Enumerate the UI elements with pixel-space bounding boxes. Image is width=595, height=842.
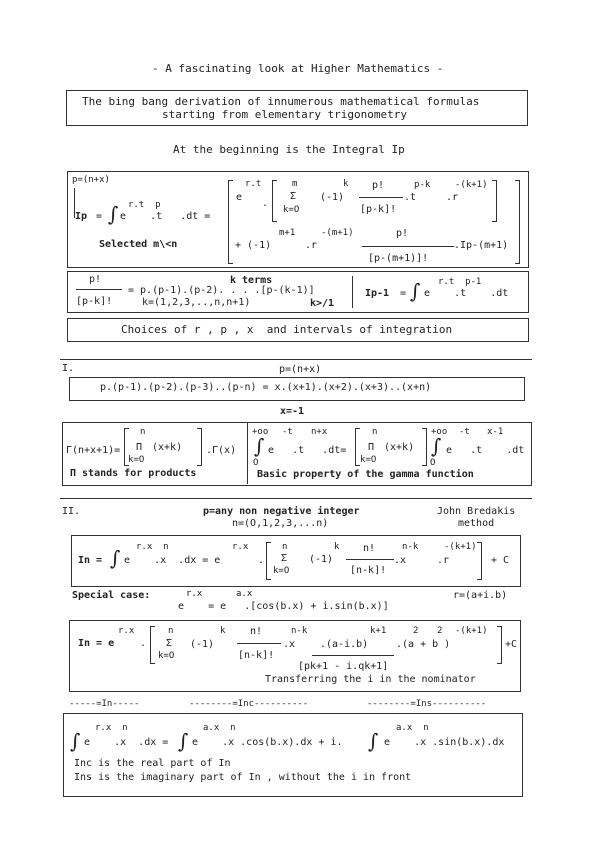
exp2-minus-t: -t: [459, 427, 470, 437]
transfer-note: Transferring the i in the nominator: [265, 674, 476, 685]
in-separator: -----=In-----: [69, 699, 140, 709]
in-n-factorial: n!: [363, 543, 376, 554]
inc-n-factorial: n!: [250, 626, 263, 637]
special-case-eq: e = e .[cos(b.x) + i.sin(b.x)]: [178, 601, 389, 612]
section-1-label: I.: [62, 363, 75, 374]
t-term: .t: [404, 192, 417, 203]
in-dot: .: [258, 555, 265, 566]
kt-k-ge: k>/1: [310, 298, 335, 309]
ip-p-definition: p=(n+x): [72, 175, 110, 185]
exp-x-1: x-1: [487, 427, 504, 437]
inc-2b-exponent: 2: [437, 626, 443, 636]
sc-ax-exponent: a.x: [236, 589, 253, 599]
inc-ab2-term: .(a + b ): [396, 639, 451, 650]
pm1-factorial: [p-(m+1)]!: [368, 253, 429, 264]
pi-icon: Π: [136, 442, 143, 453]
pi-icon-2: Π: [368, 442, 375, 453]
last-integrand-1: e .x .dx =: [84, 737, 169, 748]
s1-p-eq: p=(n+x): [279, 364, 322, 375]
r-complex-eq: r=(a+i.b): [453, 590, 508, 601]
kt-p-factorial: p!: [89, 274, 102, 285]
gamma-left: Γ(n+x+1)=: [66, 445, 121, 456]
in-sum-lower: k=O: [273, 566, 290, 576]
exp-minus-t: -t: [282, 427, 293, 437]
inc-note: Inc is the real part of In: [74, 758, 231, 769]
ip1-label: Ip-1: [365, 288, 390, 299]
prod-lower: k=O: [128, 455, 145, 465]
last-integral-icon-2: ∫: [178, 729, 189, 753]
inc-k-exponent: k: [220, 626, 226, 636]
m1-r-exponent: -(m+1): [321, 228, 354, 238]
k1-exponent: -(k+1): [455, 180, 488, 190]
ip1-equals: =: [400, 288, 407, 299]
inc-sigma-icon: Σ: [166, 638, 173, 649]
e-base: e: [236, 192, 243, 203]
kt-pk-factorial: [p-k]!: [76, 296, 113, 307]
s2-n-set: n=(O,1,2,3,...n): [232, 518, 329, 529]
inc-mk1-exponent: -(k+1): [455, 626, 488, 636]
minus-one: (-1): [320, 192, 345, 203]
last-integral-icon-1: ∫: [70, 729, 81, 753]
integral-sign-icon: ∫: [108, 202, 119, 226]
p-factorial-2: p!: [396, 228, 409, 239]
r-term: .r: [446, 192, 459, 203]
last-ax-exponent-2: a.x n: [396, 723, 429, 733]
in-exponent: r.x n: [136, 542, 169, 552]
kt-title: k terms: [230, 275, 273, 286]
pk-exponent: p-k: [414, 180, 431, 190]
s2-p-any: p=any non negative integer: [203, 506, 360, 517]
inc-in-label: In = e: [78, 638, 115, 649]
pi-note: Π stands for products: [70, 468, 197, 479]
inc-separator: --------=Inc----------: [189, 699, 309, 709]
beginning-heading: At the beginning is the Integral Ip: [173, 143, 405, 156]
in-rx-exponent: r.x: [232, 542, 249, 552]
last-integrand-2: e .x .cos(b.x).dx + i.: [192, 737, 343, 748]
inc-2a-exponent: 2: [413, 626, 419, 636]
kt-product: = p.(p-1).(p-2). . . .[p-(k-1)]: [128, 285, 315, 296]
int2-upper-inf: +oo: [431, 427, 448, 437]
ins-separator: --------=Ins----------: [367, 699, 487, 709]
ip-equals: =: [96, 211, 103, 222]
ip1-exponent: r.t p-1: [438, 277, 482, 287]
gamma-integral-icon-2: ∫: [431, 434, 442, 458]
prod2-upper-n: n: [372, 427, 378, 437]
ip1-integrand: e .t .dt: [424, 288, 509, 299]
int-lower-zero: O: [253, 458, 259, 468]
sc-rx-exponent: r.x: [186, 589, 203, 599]
ip-recursion-tail: .Ip-(m+1): [454, 240, 509, 251]
ip-label: Ip: [75, 211, 88, 222]
ins-note: Ins is the imaginary part of In , without the i in front: [74, 772, 412, 783]
sum-upper-m: m: [292, 179, 298, 189]
inc-sum-upper: n: [168, 626, 174, 636]
gamma-x: .Γ(x): [206, 445, 237, 456]
inc-minus-one: (-1): [190, 639, 215, 650]
xk-term-2: (x+k): [384, 442, 415, 453]
in-k-exponent: k: [334, 542, 340, 552]
gamma-note: Basic property of the gamma function: [257, 469, 474, 480]
m1-exponent: m+1: [279, 228, 296, 238]
s1-product-eq: p.(p-1).(p-2).(p-3)..(p-n) = x.(x+1).(x+2).(x+3)..(x+n): [100, 382, 432, 393]
prod2-lower: k=O: [360, 455, 377, 465]
pk-factorial: [p-k]!: [360, 204, 397, 215]
gamma-integrand: e .t .dt=: [268, 445, 347, 456]
in-integral-icon: ∫: [110, 546, 121, 570]
ip-integrand: e .t .dt =: [120, 211, 211, 222]
inc-k1-exponent: k+1: [370, 626, 387, 636]
in-r-term: .r: [437, 555, 450, 566]
int2-lower-zero: O: [430, 458, 436, 468]
p-factorial: p!: [372, 180, 385, 191]
dot: .: [262, 198, 269, 209]
author-method: method: [458, 518, 495, 529]
plus-minus-one: + (-1): [235, 240, 272, 251]
sum-lower: k=O: [283, 205, 300, 215]
int-upper-inf: +oo: [252, 427, 269, 437]
in-sigma-icon: Σ: [281, 553, 288, 564]
in-k1-exponent: -(k+1): [444, 542, 477, 552]
in-integrand: e .x .dx = e: [124, 555, 221, 566]
inc-rx-exponent: r.x: [118, 626, 135, 636]
s1-x-eq: x=-1: [280, 406, 305, 417]
sigma-icon: Σ: [290, 191, 297, 202]
choices-text: Choices of r , p , x and intervals of integration: [121, 323, 453, 336]
rt-exponent: r.t: [245, 179, 262, 189]
inc-x-term: .x: [283, 639, 296, 650]
selected-m-note: Selected m\<n: [99, 239, 178, 250]
in-nk-factorial: [n-k]!: [350, 565, 387, 576]
inc-ab-term: .(a-i.b): [320, 639, 369, 650]
in-x-term: .x: [394, 555, 407, 566]
inc-plus-c: +C: [505, 639, 518, 650]
subtitle-line-2: starting from elementary trigonometry: [162, 108, 408, 121]
ip1-integral-icon: ∫: [410, 279, 421, 303]
last-rx-exponent: r.x n: [95, 723, 128, 733]
in-sum-upper: n: [282, 542, 288, 552]
in-plus-c: + C: [491, 555, 510, 566]
r-term-2: .r: [305, 240, 318, 251]
inc-dot: .: [140, 638, 147, 649]
author-name: John Bredakis: [437, 506, 516, 517]
section-2-label: II.: [62, 506, 81, 517]
inc-sum-lower: k=O: [158, 651, 175, 661]
pk-qk-line: [pk+1 - i.qk+1]: [298, 661, 389, 672]
k-exponent: k: [343, 179, 349, 189]
xk-term: (x+k): [152, 442, 183, 453]
special-case-label: Special case:: [72, 590, 151, 601]
subtitle-line-1: The bing bang derivation of innumerous mathematical formulas: [82, 95, 480, 108]
in-minus-one: (-1): [309, 554, 334, 565]
in-parts-box: [63, 713, 523, 797]
inc-nk-factorial: [n-k]!: [238, 650, 275, 661]
prod-upper-n: n: [140, 427, 146, 437]
in-label: In =: [78, 555, 103, 566]
gamma-integral-icon: ∫: [254, 434, 265, 458]
inc-nk-exponent: n-k: [291, 626, 308, 636]
in-nk-exponent: n-k: [402, 542, 419, 552]
exp-n-x: n+x: [311, 427, 328, 437]
ip-exponent: r.t p: [128, 200, 161, 210]
gamma-integrand-2: e .t .dt: [446, 445, 525, 456]
last-ax-exponent: a.x n: [203, 723, 236, 733]
last-integrand-3: e .x .sin(b.x).dx: [384, 737, 505, 748]
page-title: - A fascinating look at Higher Mathematics -: [152, 62, 444, 75]
kt-k-set: k=(1,2,3,..,n,n+1): [142, 297, 251, 308]
last-integral-icon-3: ∫: [368, 729, 379, 753]
